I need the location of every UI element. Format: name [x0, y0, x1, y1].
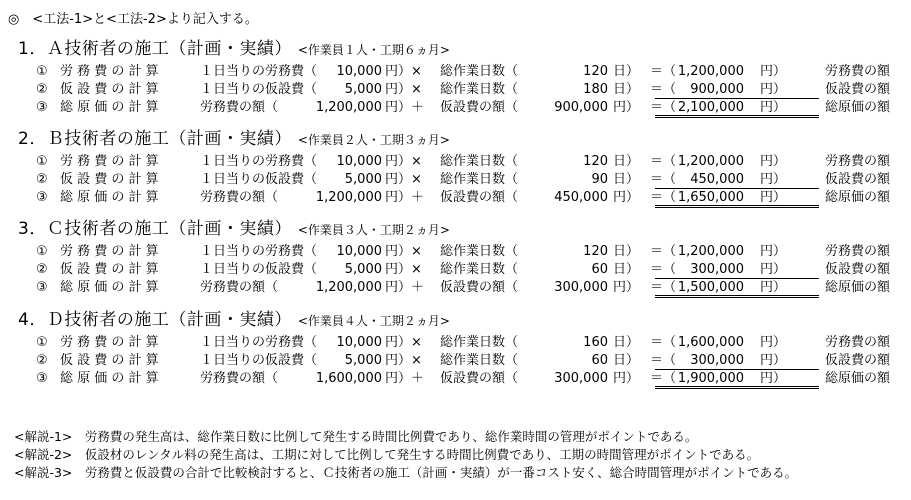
- row-val1: 1,600,000: [315, 371, 382, 386]
- row-mult: 総作業日数（: [440, 262, 519, 277]
- double-underline: [655, 370, 819, 389]
- row-runit: 円）: [760, 190, 787, 205]
- calc-row: [0, 243, 911, 261]
- row-runit: 円）: [760, 100, 787, 115]
- row-desc: １日当りの労務費（: [200, 244, 318, 259]
- row-tail: 労務費の額: [825, 64, 891, 79]
- calc-row: [0, 370, 911, 388]
- row-tail: 総原価の額: [825, 371, 891, 386]
- row-runit: 円）: [760, 172, 787, 187]
- double-underline: [655, 189, 819, 208]
- row-unit1: 円）＋: [385, 190, 425, 205]
- row-val1: 10,000: [336, 244, 382, 259]
- row-res: 1,200,000: [677, 64, 744, 79]
- row-label: 労 務 費 の 計 算: [60, 244, 159, 259]
- row-unit1: 円）×: [385, 64, 422, 79]
- row-desc: 労務費の額（: [200, 190, 279, 205]
- calc-row: [0, 334, 911, 352]
- row-eq: ＝（: [650, 100, 677, 115]
- row-desc: １日当りの仮設費（: [200, 82, 318, 97]
- row-num: ②: [36, 262, 48, 277]
- row-tail: 総原価の額: [825, 190, 891, 205]
- row-val2: 60: [591, 353, 608, 368]
- row-unit2: 日）: [613, 262, 640, 277]
- row-val2: 300,000: [554, 280, 608, 295]
- row-runit: 円）: [760, 262, 787, 277]
- row-desc: １日当りの労務費（: [200, 154, 318, 169]
- double-underline: [655, 99, 819, 118]
- underline: [655, 81, 819, 99]
- row-runit: 円）: [760, 244, 787, 259]
- calc-row: [0, 189, 911, 207]
- row-unit2: 日）: [613, 64, 640, 79]
- row-val1: 10,000: [336, 154, 382, 169]
- row-mult: 総作業日数（: [440, 64, 519, 79]
- row-tail: 労務費の額: [825, 154, 891, 169]
- row-res: 1,200,000: [677, 154, 744, 169]
- section-title: 2．Ｂ技術者の施工（計画・実績）: [18, 129, 292, 149]
- row-runit: 円）: [760, 154, 787, 169]
- row-val1: 1,200,000: [315, 190, 382, 205]
- calc-row: [0, 63, 911, 81]
- row-unit1: 円）×: [385, 353, 422, 368]
- row-res: 900,000: [690, 82, 744, 97]
- row-val2: 160: [583, 335, 608, 350]
- underline: [655, 171, 819, 189]
- row-runit: 円）: [760, 82, 787, 97]
- section-heading: [18, 311, 450, 330]
- row-unit1: 円）＋: [385, 371, 425, 386]
- row-res: 300,000: [690, 262, 744, 277]
- row-res: 2,100,000: [677, 100, 744, 115]
- calc-row: [0, 99, 911, 117]
- calc-row: [0, 279, 911, 297]
- row-unit2: 円）: [613, 371, 640, 386]
- row-res: 1,200,000: [677, 244, 744, 259]
- calc-row: [0, 153, 911, 171]
- row-val2: 450,000: [554, 190, 608, 205]
- section-subtitle: <作業員１人・工期６ヵ月>: [297, 43, 450, 57]
- section-heading: [18, 130, 450, 149]
- row-mult: 総作業日数（: [440, 335, 519, 350]
- row-unit1: 円）×: [385, 244, 422, 259]
- row-mult: 総作業日数（: [440, 172, 519, 187]
- row-num: ②: [36, 353, 48, 368]
- row-desc: １日当りの労務費（: [200, 64, 318, 79]
- row-val1: 1,200,000: [315, 100, 382, 115]
- row-eq: ＝（: [650, 172, 677, 187]
- note-2: <解説-2> 仮設材のレンタル料の発生高は、工期に対して比例して発生する時間比例費であり、工期の時間管理がポイントである。: [14, 447, 760, 462]
- row-unit1: 円）×: [385, 335, 422, 350]
- row-eq: ＝（: [650, 353, 677, 368]
- row-num: ③: [36, 280, 48, 295]
- row-tail: 総原価の額: [825, 280, 891, 295]
- row-desc: １日当りの仮設費（: [200, 353, 318, 368]
- row-mult: 総作業日数（: [440, 154, 519, 169]
- row-runit: 円）: [760, 64, 787, 79]
- row-mult: 総作業日数（: [440, 244, 519, 259]
- row-label: 仮 設 費 の 計 算: [60, 82, 159, 97]
- row-mult: 仮設費の額（: [440, 100, 519, 115]
- row-val1: 10,000: [336, 335, 382, 350]
- note-1: <解説-1> 労務費の発生高は、総作業日数に比例して発生する時間比例費であり、総作業時間の管理がポイントである。: [14, 429, 698, 444]
- section-subtitle: <作業員４人・工期２ヵ月>: [297, 314, 450, 328]
- row-runit: 円）: [760, 371, 787, 386]
- row-val2: 900,000: [554, 100, 608, 115]
- row-num: ③: [36, 100, 48, 115]
- row-tail: 仮設費の額: [825, 262, 891, 277]
- underline: [655, 261, 819, 279]
- section-subtitle: <作業員３人・工期２ヵ月>: [297, 223, 450, 237]
- row-mult: 総作業日数（: [440, 353, 519, 368]
- row-num: ①: [36, 64, 48, 79]
- row-tail: 労務費の額: [825, 335, 891, 350]
- row-label: 仮 設 費 の 計 算: [60, 172, 159, 187]
- row-eq: ＝（: [650, 154, 677, 169]
- section-title: 4．Ｄ技術者の施工（計画・実績）: [18, 310, 292, 330]
- row-eq: ＝（: [650, 190, 677, 205]
- row-unit2: 日）: [613, 172, 640, 187]
- row-val2: 90: [591, 172, 608, 187]
- row-mult: 仮設費の額（: [440, 190, 519, 205]
- row-label: 労 務 費 の 計 算: [60, 154, 159, 169]
- row-val2: 120: [583, 244, 608, 259]
- row-val2: 120: [583, 154, 608, 169]
- row-label: 総 原 価 の 計 算: [60, 280, 159, 295]
- double-underline: [655, 279, 819, 298]
- row-val2: 300,000: [554, 371, 608, 386]
- row-res: 450,000: [690, 172, 744, 187]
- row-eq: ＝（: [650, 244, 677, 259]
- section-subtitle: <作業員２人・工期３ヵ月>: [297, 133, 450, 147]
- row-runit: 円）: [760, 280, 787, 295]
- row-unit2: 日）: [613, 244, 640, 259]
- row-desc: 労務費の額（: [200, 371, 279, 386]
- row-eq: ＝（: [650, 371, 677, 386]
- row-res: 1,650,000: [677, 190, 744, 205]
- row-runit: 円）: [760, 335, 787, 350]
- row-tail: 仮設費の額: [825, 172, 891, 187]
- row-desc: 労務費の額（: [200, 100, 279, 115]
- row-label: 総 原 価 の 計 算: [60, 100, 159, 115]
- row-unit2: 日）: [613, 154, 640, 169]
- section-heading: [18, 220, 450, 239]
- row-desc: 労務費の額（: [200, 280, 279, 295]
- row-unit2: 日）: [613, 353, 640, 368]
- row-num: ①: [36, 244, 48, 259]
- row-unit2: 円）: [613, 190, 640, 205]
- row-res: 1,900,000: [677, 371, 744, 386]
- row-val1: 1,200,000: [315, 280, 382, 295]
- row-eq: ＝（: [650, 280, 677, 295]
- row-num: ①: [36, 154, 48, 169]
- row-val1: 10,000: [336, 64, 382, 79]
- row-label: 労 務 費 の 計 算: [60, 335, 159, 350]
- row-tail: 仮設費の額: [825, 353, 891, 368]
- row-mult: 総作業日数（: [440, 82, 519, 97]
- row-unit2: 日）: [613, 82, 640, 97]
- calc-row: [0, 261, 911, 279]
- row-label: 労 務 費 の 計 算: [60, 64, 159, 79]
- row-val1: 5,000: [344, 82, 382, 97]
- row-desc: １日当りの仮設費（: [200, 262, 318, 277]
- row-unit1: 円）＋: [385, 280, 425, 295]
- intro-text: ◎ <工法-1>と<工法-2>より記入する。: [8, 12, 258, 27]
- row-unit2: 円）: [613, 280, 640, 295]
- row-num: ③: [36, 190, 48, 205]
- row-num: ②: [36, 82, 48, 97]
- row-unit2: 円）: [613, 100, 640, 115]
- row-eq: ＝（: [650, 64, 677, 79]
- row-res: 1,500,000: [677, 280, 744, 295]
- row-tail: 労務費の額: [825, 244, 891, 259]
- row-mult: 仮設費の額（: [440, 371, 519, 386]
- row-val1: 5,000: [344, 353, 382, 368]
- row-res: 1,600,000: [677, 335, 744, 350]
- calc-row: [0, 171, 911, 189]
- row-desc: １日当りの仮設費（: [200, 172, 318, 187]
- note-3: <解説-3> 労務費と仮設費の合計で比較検討すると、Ｃ技術者の施工（計画・実績）が一番コスト安く、総合時間管理がポイントである。: [14, 465, 798, 480]
- section-heading: [18, 40, 450, 59]
- row-unit1: 円）＋: [385, 100, 425, 115]
- underline: [655, 352, 819, 370]
- row-eq: ＝（: [650, 262, 677, 277]
- row-label: 総 原 価 の 計 算: [60, 371, 159, 386]
- row-val2: 180: [583, 82, 608, 97]
- row-desc: １日当りの労務費（: [200, 335, 318, 350]
- row-label: 仮 設 費 の 計 算: [60, 353, 159, 368]
- section-title: 3．Ｃ技術者の施工（計画・実績）: [18, 219, 292, 239]
- row-val2: 60: [591, 262, 608, 277]
- row-unit1: 円）×: [385, 82, 422, 97]
- row-unit2: 日）: [613, 335, 640, 350]
- row-eq: ＝（: [650, 82, 677, 97]
- row-label: 仮 設 費 の 計 算: [60, 262, 159, 277]
- row-val1: 5,000: [344, 262, 382, 277]
- row-runit: 円）: [760, 353, 787, 368]
- row-num: ②: [36, 172, 48, 187]
- calc-row: [0, 352, 911, 370]
- row-res: 300,000: [690, 353, 744, 368]
- row-tail: 仮設費の額: [825, 82, 891, 97]
- row-mult: 仮設費の額（: [440, 280, 519, 295]
- calc-row: [0, 81, 911, 99]
- row-unit1: 円）×: [385, 154, 422, 169]
- row-num: ①: [36, 335, 48, 350]
- row-label: 総 原 価 の 計 算: [60, 190, 159, 205]
- row-val2: 120: [583, 64, 608, 79]
- row-unit1: 円）×: [385, 262, 422, 277]
- row-val1: 5,000: [344, 172, 382, 187]
- row-unit1: 円）×: [385, 172, 422, 187]
- row-tail: 総原価の額: [825, 100, 891, 115]
- section-title: 1．Ａ技術者の施工（計画・実績）: [18, 39, 292, 59]
- row-num: ③: [36, 371, 48, 386]
- row-eq: ＝（: [650, 335, 677, 350]
